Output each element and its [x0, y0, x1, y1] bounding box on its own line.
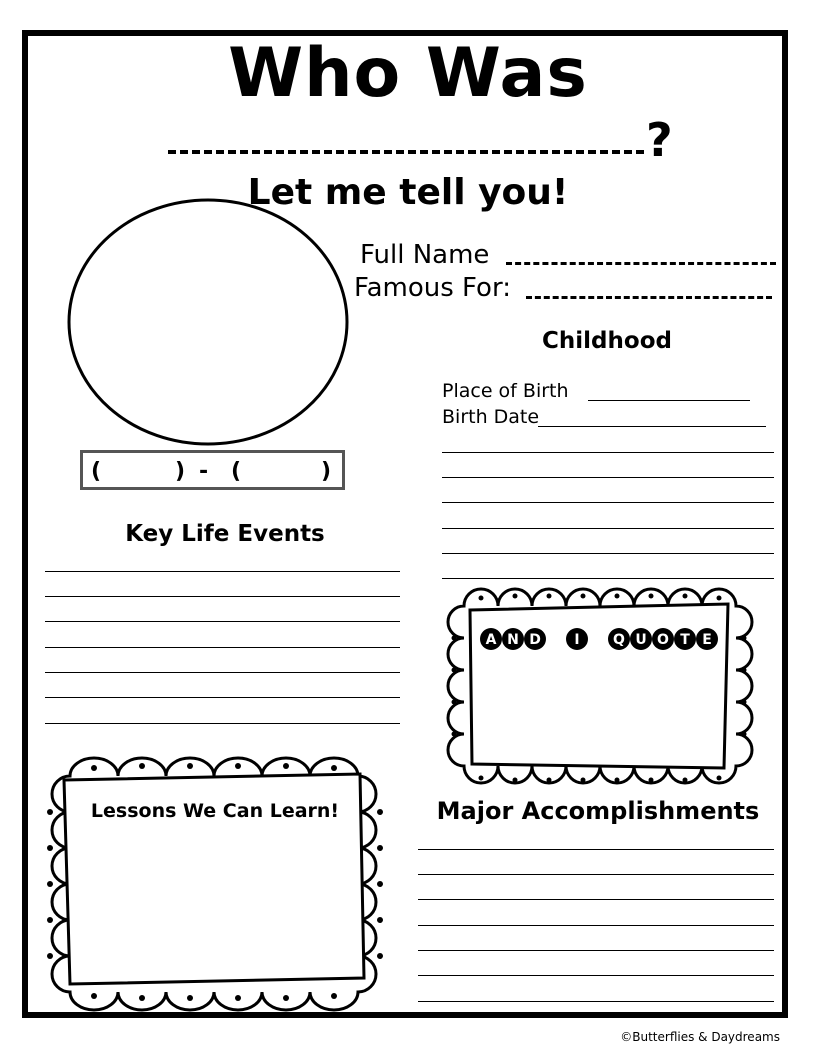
childhood-line[interactable] [442, 477, 774, 478]
years-dash: - [199, 459, 209, 484]
accomplishments-line[interactable] [418, 925, 774, 926]
accomplishments-line[interactable] [418, 1001, 774, 1002]
accomplishments-line[interactable] [418, 849, 774, 850]
famous-for-line[interactable] [526, 296, 772, 299]
childhood-line[interactable] [442, 502, 774, 503]
name-blank-line[interactable] [168, 150, 644, 154]
childhood-line[interactable] [442, 578, 774, 579]
lessons-writing-area[interactable] [76, 830, 356, 970]
full-name-line[interactable] [506, 262, 776, 265]
portrait-circle[interactable] [60, 194, 356, 450]
quote-letter: I [574, 632, 580, 648]
years-open-paren-2: ( [231, 459, 242, 484]
famous-for-label: Famous For: [354, 273, 511, 303]
key-life-events-line[interactable] [45, 621, 400, 622]
life-years-box[interactable] [80, 450, 345, 490]
key-life-events-heading: Key Life Events [125, 521, 325, 547]
childhood-line[interactable] [442, 553, 774, 554]
key-life-events-line[interactable] [45, 697, 400, 698]
accomplishments-line[interactable] [418, 899, 774, 900]
place-of-birth-label: Place of Birth [442, 380, 569, 402]
key-life-events-line[interactable] [45, 571, 400, 572]
major-accomplishments-heading: Major Accomplishments [436, 797, 760, 825]
accomplishments-line[interactable] [418, 874, 774, 875]
quote-letter: E [702, 632, 712, 648]
full-name-label: Full Name [360, 240, 490, 270]
key-life-events-line[interactable] [45, 672, 400, 673]
quote-letter: O [657, 632, 669, 648]
place-of-birth-line[interactable] [588, 400, 750, 401]
key-life-events-line[interactable] [45, 596, 400, 597]
quote-writing-area[interactable] [476, 660, 724, 760]
page-title: Who Was [228, 34, 588, 113]
years-open-paren-1: ( [91, 459, 102, 484]
key-life-events-line[interactable] [45, 723, 400, 724]
quote-letter: D [529, 632, 541, 648]
lessons-heading: Lessons We Can Learn! [90, 800, 340, 822]
quote-letter: U [635, 632, 647, 648]
accomplishments-line[interactable] [418, 975, 774, 976]
page-subtitle: Let me tell you! [247, 172, 569, 213]
accomplishments-line[interactable] [418, 950, 774, 951]
childhood-line[interactable] [442, 528, 774, 529]
quote-letter: T [680, 632, 690, 648]
title-question-mark: ? [646, 113, 673, 167]
childhood-heading: Childhood [542, 328, 672, 354]
childhood-line[interactable] [442, 452, 774, 453]
birth-date-line[interactable] [538, 426, 766, 427]
years-close-paren-1: ) [175, 459, 186, 484]
years-close-paren-2: ) [321, 459, 332, 484]
copyright-credit: ©Butterflies & Daydreams [620, 1030, 780, 1044]
quote-letter: N [507, 632, 519, 648]
birth-date-label: Birth Date [442, 406, 540, 428]
quote-letter: Q [613, 632, 625, 648]
quote-letter: A [485, 632, 497, 648]
key-life-events-line[interactable] [45, 647, 400, 648]
